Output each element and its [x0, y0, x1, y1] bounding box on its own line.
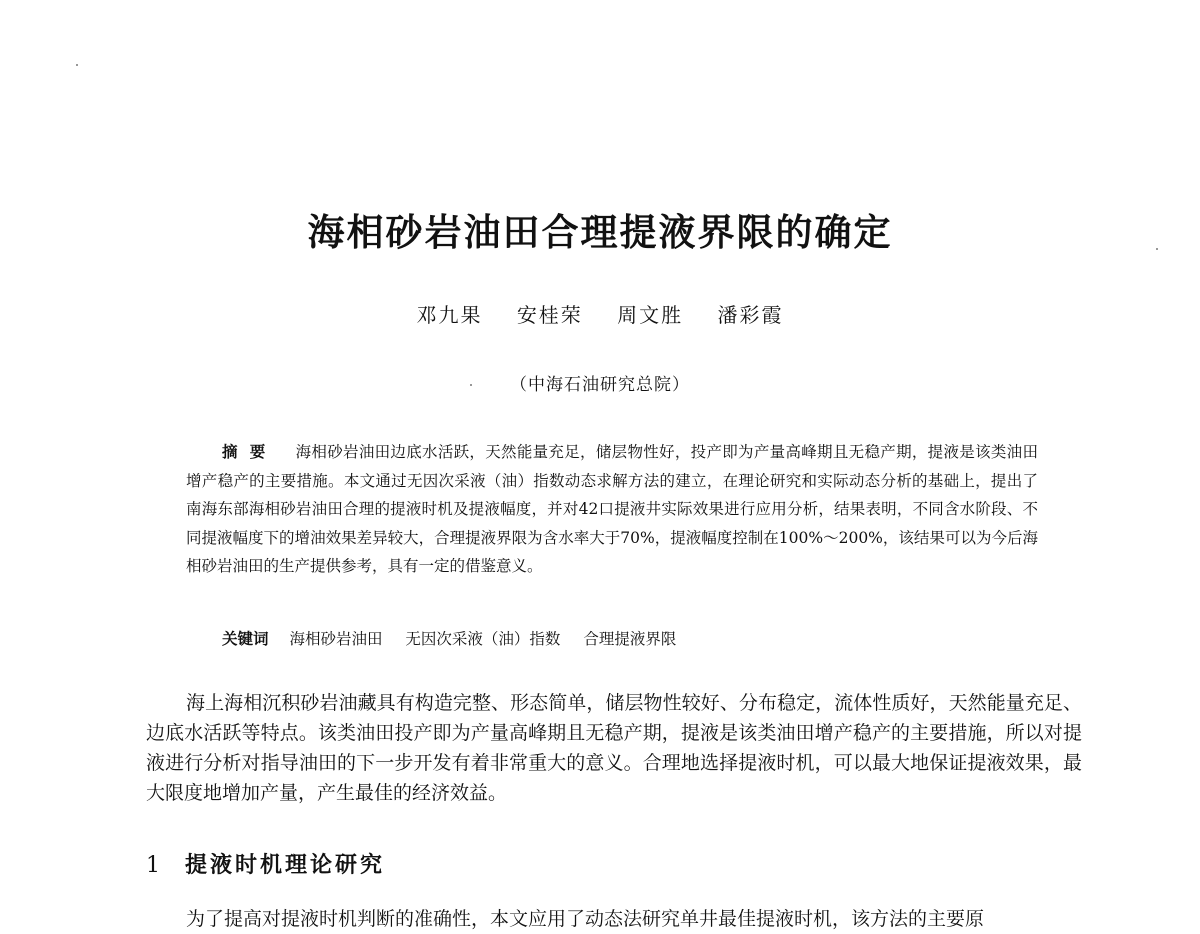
- keyword: 合理提液界限: [583, 630, 677, 648]
- keywords-label: 关键词: [222, 630, 269, 648]
- author-name: 安桂荣: [516, 303, 583, 327]
- author-name: 周文胜: [617, 303, 684, 327]
- keyword: 海相砂岩油田: [289, 630, 383, 648]
- abstract-label: 摘要: [222, 443, 278, 461]
- abstract-text: 海相砂岩油田边底水活跃，天然能量充足，储层物性好，投产即为产量高峰期且无稳产期，提液是该类油田增产稳产的主要措施。本文通过无因次采液（油）指数动态求解方法的建立，在理论研究和实际动态分析的基础上，提出了南海东部海相砂岩油田合理的提液时机及提液幅度，并对42口提液井实际效果进行应用分析，结果表明，不同含水阶段、不同提液幅度下的增油效果差异较大，合理提液界限为含水率大于70%，提液幅度控制在100%～200%，该结果可以为今后海相砂岩油田的生产提供参考，具有一定的借鉴意义。: [186, 443, 1038, 575]
- scan-speck: [76, 64, 78, 66]
- author-name: 邓九果: [416, 303, 483, 327]
- author-name: 潘彩霞: [717, 303, 784, 327]
- intro-paragraph: 海上海相沉积砂岩油藏具有构造完整、形态简单，储层物性较好、分布稳定，流体性质好，天然能量充足、边底水活跃等特点。该类油田投产即为产量高峰期且无稳产期，提液是该类油田增产稳产的主要措施，所以对提液进行分析对指导油田的下一步开发有着非常重大的意义。合理地选择提液时机，可以最大地保证提液效果，最大限度地增加产量，产生最佳的经济效益。: [146, 692, 1082, 804]
- keywords: [222, 627, 694, 649]
- section-paragraph-partial: 为了提高对提液时机判断的准确性，本文应用了动态法研究单井最佳提液时机，该方法的主要原: [186, 908, 985, 930]
- section-title: 提液时机理论研究: [185, 852, 386, 878]
- affiliation: （中海石油研究总院）: [510, 375, 690, 395]
- section-heading: [146, 848, 385, 879]
- keyword: 无因次采液（油）指数: [405, 630, 561, 648]
- paper-title: 海相砂岩油田合理提液界限的确定: [307, 211, 893, 254]
- author-list: [0, 299, 1200, 328]
- section-number: 1: [146, 853, 163, 878]
- abstract: [186, 438, 1038, 581]
